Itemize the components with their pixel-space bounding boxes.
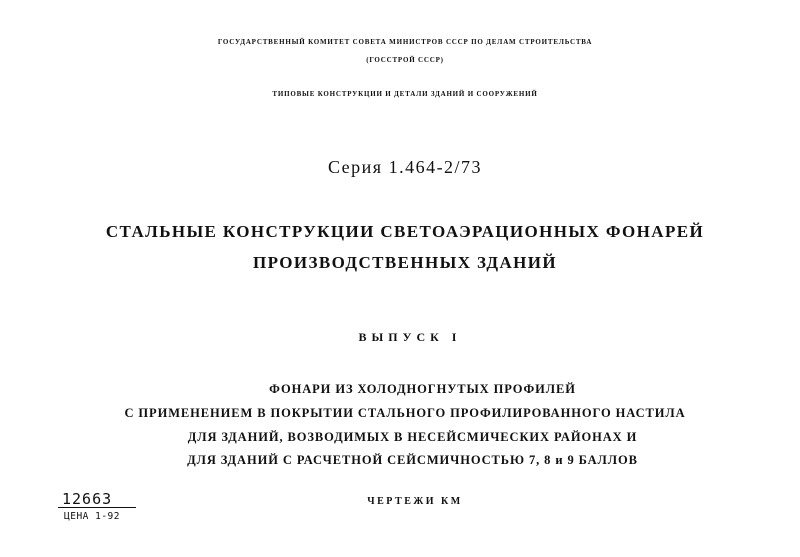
typical-structures-header: ТИПОВЫЕ КОНСТРУКЦИИ И ДЕТАЛИ ЗДАНИЙ И СООРУЖЕНИЙ — [272, 90, 538, 98]
subtitle-line-1: ФОНАРИ ИЗ ХОЛОДНОГНУТЫХ ПРОФИЛЕЙ — [269, 382, 576, 396]
inventory-underline — [58, 507, 136, 508]
price-label: ЦЕНА 1-92 — [64, 511, 120, 522]
subtitle-line-4: ДЛЯ ЗДАНИЙ С РАСЧЕТНОЙ СЕЙСМИЧНОСТЬЮ 7, 8 и 9 БАЛЛОВ — [187, 453, 638, 467]
inventory-number: 12663 — [62, 490, 113, 508]
subtitle-line-3: ДЛЯ ЗДАНИЙ, ВОЗВОДИМЫХ В НЕСЕЙСМИЧЕСКИХ РАЙОНАХ И — [187, 430, 638, 444]
gosstroy-header: (ГОССТРОЙ СССР) — [366, 56, 444, 64]
title-line-1: СТАЛЬНЫЕ КОНСТРУКЦИИ СВЕТОАЭРАЦИОННЫХ ФОНАРЕЙ — [105, 222, 705, 241]
series-number: Серия 1.464-2/73 — [327, 157, 483, 177]
committee-header: ГОСУДАРСТВЕННЫЙ КОМИТЕТ СОВЕТА МИНИСТРОВ СССР ПО ДЕЛАМ СТРОИТЕЛЬСТВА — [217, 38, 593, 46]
issue-label: ВЫПУСК I — [358, 330, 462, 344]
subtitle-line-2: С ПРИМЕНЕНИЕМ В ПОКРЫТИИ СТАЛЬНОГО ПРОФИЛИРОВАННОГО НАСТИЛА — [124, 406, 686, 420]
title-line-2: ПРОИЗВОДСТВЕННЫХ ЗДАНИЙ — [252, 253, 558, 272]
drawings-label: ЧЕРТЕЖИ КМ — [367, 496, 463, 507]
